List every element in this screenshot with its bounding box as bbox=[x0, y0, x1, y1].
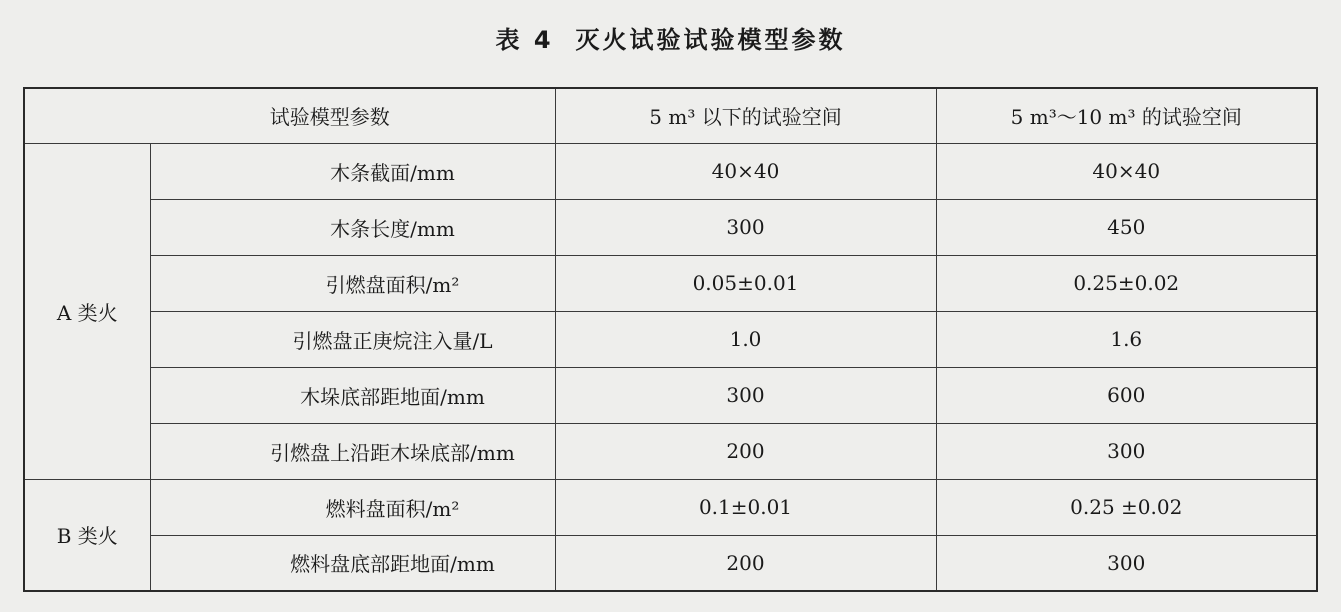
param-cell: 木垛底部距地面/mm bbox=[150, 367, 555, 423]
value-cell: 200 bbox=[555, 423, 936, 479]
value-cell: 200 bbox=[555, 535, 936, 591]
table-row bbox=[24, 199, 1317, 255]
param-cell: 引燃盘正庚烷注入量/L bbox=[150, 311, 555, 367]
table-row bbox=[24, 535, 1317, 591]
category-a: A 类火 bbox=[24, 143, 150, 479]
value-cell: 300 bbox=[936, 423, 1317, 479]
value-cell: 300 bbox=[555, 199, 936, 255]
table-row bbox=[24, 255, 1317, 311]
value-cell: 0.25 ±0.02 bbox=[936, 479, 1317, 535]
value-cell: 40×40 bbox=[936, 143, 1317, 199]
value-cell: 1.0 bbox=[555, 311, 936, 367]
header-param: 试验模型参数 bbox=[24, 88, 555, 143]
value-cell: 0.25±0.02 bbox=[936, 255, 1317, 311]
category-b: B 类火 bbox=[24, 479, 150, 591]
value-cell: 0.1±0.01 bbox=[555, 479, 936, 535]
value-cell: 600 bbox=[936, 367, 1317, 423]
table-row bbox=[24, 423, 1317, 479]
param-cell: 引燃盘上沿距木垛底部/mm bbox=[150, 423, 555, 479]
value-cell: 450 bbox=[936, 199, 1317, 255]
header-col-small-space: 5 m³ 以下的试验空间 bbox=[555, 88, 936, 143]
table-caption bbox=[0, 20, 1341, 55]
param-cell: 燃料盘底部距地面/mm bbox=[150, 535, 555, 591]
value-cell: 0.05±0.01 bbox=[555, 255, 936, 311]
param-cell: 引燃盘面积/m² bbox=[150, 255, 555, 311]
table-number: 表 4 bbox=[495, 26, 554, 54]
table-row bbox=[24, 367, 1317, 423]
table-row bbox=[24, 479, 1317, 535]
header-col-large-space: 5 m³～10 m³ 的试验空间 bbox=[936, 88, 1317, 143]
value-cell: 40×40 bbox=[555, 143, 936, 199]
value-cell: 300 bbox=[555, 367, 936, 423]
parameters-table bbox=[23, 87, 1318, 592]
value-cell: 1.6 bbox=[936, 311, 1317, 367]
param-cell: 燃料盘面积/m² bbox=[150, 479, 555, 535]
table-row bbox=[24, 311, 1317, 367]
param-cell: 木条长度/mm bbox=[150, 199, 555, 255]
table-title: 灭火试验试验模型参数 bbox=[575, 26, 846, 54]
table-row bbox=[24, 143, 1317, 199]
value-cell: 300 bbox=[936, 535, 1317, 591]
param-cell: 木条截面/mm bbox=[150, 143, 555, 199]
table-header-row bbox=[24, 88, 1317, 143]
